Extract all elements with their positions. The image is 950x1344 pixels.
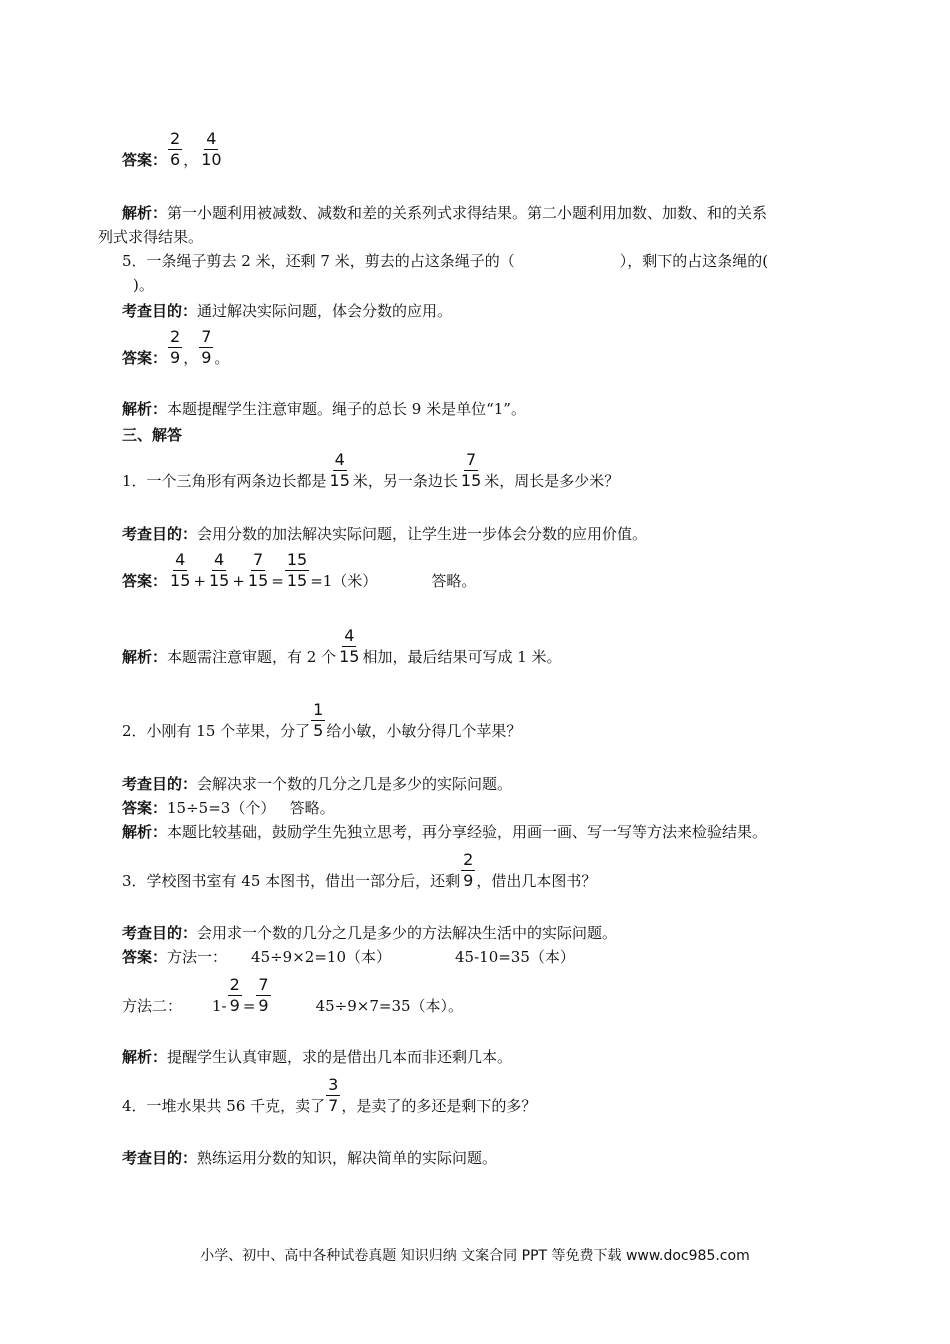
fraction: $\frac{1}{5}$ (313, 700, 324, 740)
fraction: $\frac{4}{15}$ (208, 550, 230, 590)
p1-question: 1．一个三角形有两条边长都是 $\frac{4}{15}$ 米，另一条边长 $\frac{7}{15}$ 米，周长是多少米？ (122, 450, 620, 490)
section-title: 三、解答 (122, 426, 183, 444)
fraction: $\frac{7}{15}$ (247, 550, 269, 590)
q5-question: 5．一条绳子剪去 2 米，还剩 7 米，剪去的占这条绳子的（ ），剩下的占这条绳的( (122, 252, 769, 270)
p3-analysis: 解析：提醒学生认真审题，求的是借出几本而非还剩几本。 (122, 1048, 513, 1066)
p1-purpose: 考查目的：会用分数的加法解决实际问题，让学生进一步体会分数的应用价值。 (122, 525, 648, 543)
p2-purpose: 考查目的：会解决求一个数的几分之几是多少的实际问题。 (122, 775, 513, 793)
p3-answer-method1: 答案：方法一： 45÷9×2=10（本） 45-10=35（本） (122, 948, 575, 966)
q5-analysis: 解析：本题提醒学生注意审题。绳子的总长 9 米是单位“1”。 (122, 400, 526, 418)
p2-question: 2．小刚有 15 个苹果，分了 $\frac{1}{5}$ 给小敏，小敏分得几个苹果？ (122, 700, 522, 740)
p2-analysis: 解析：本题比较基础，鼓励学生先独立思考，再分享经验，用画一画、写一写等方法来检验结果。 (122, 823, 768, 841)
q4-analysis-cont: 列式求得结果。 (98, 228, 204, 246)
fraction: $\frac{4}{15}$ (329, 450, 350, 490)
fraction: $\frac{7}{15}$ (460, 450, 482, 490)
fraction: $\frac{4}{10}$ (201, 129, 222, 169)
q5-question-cont: )。 (133, 276, 154, 294)
fraction: $\frac{7}{9}$ (201, 327, 212, 367)
p3-purpose: 考查目的：会用求一个数的几分之几是多少的方法解决生活中的实际问题。 (122, 924, 618, 942)
p1-answer: 答案： $\frac{4}{15}$ + $\frac{4}{15}$ + $\frac{7}{15}$ = $\frac{15}{15}$ =1（米） 答略。 (122, 550, 477, 590)
q4-answer: 答案： $\frac{2}{6}$ ， $\frac{4}{10}$ (122, 129, 222, 169)
q5-purpose: 考查目的：通过解决实际问题，体会分数的应用。 (122, 302, 453, 320)
p3-answer-method2: 方法二： 1- $\frac{2}{9}$ = $\frac{7}{9}$ 45÷9×7=35（本）。 (122, 975, 464, 1015)
fraction: $\frac{2}{6}$ (170, 129, 181, 169)
fraction: $\frac{3}{7}$ (328, 1075, 339, 1115)
p1-analysis: 解析：本题需注意审题，有 2 个 $\frac{4}{15}$ 相加，最后结果可写成 1 米。 (122, 626, 562, 666)
fraction: $\frac{4}{15}$ (339, 626, 360, 666)
fraction: $\frac{4}{15}$ (170, 550, 191, 590)
q5-answer: 答案： $\frac{2}{9}$ ， $\frac{7}{9}$ 。 (122, 327, 230, 367)
fraction: $\frac{2}{9}$ (229, 975, 240, 1015)
p3-question: 3．学校图书室有 45 本图书，借出一部分后，还剩 $\frac{2}{9}$ ，借出几本图书？ (122, 850, 597, 890)
fraction: $\frac{2}{9}$ (463, 850, 474, 890)
q4-analysis: 解析：第一小题利用被减数、减数和差的关系列式求得结果。第二小题利用加数、加数、和的关系 (122, 204, 768, 222)
fraction: $\frac{7}{9}$ (258, 975, 269, 1015)
answer-label: 答案： (122, 151, 168, 169)
p4-purpose: 考查目的：熟练运用分数的知识，解决简单的实际问题。 (122, 1149, 498, 1167)
p2-answer: 答案：15÷5=3（个） 答略。 (122, 799, 335, 817)
p4-question: 4．一堆水果共 56 千克，卖了 $\frac{3}{7}$ ，是卖了的多还是剩下的多？ (122, 1075, 537, 1115)
page-footer: 小学、初中、高中各种试卷真题 知识归纳 文案合同 PPT 等免费下载 www.doc985.com (200, 1248, 750, 1264)
fraction: $\frac{2}{9}$ (170, 327, 181, 367)
fraction: $\frac{15}{15}$ (286, 550, 308, 590)
